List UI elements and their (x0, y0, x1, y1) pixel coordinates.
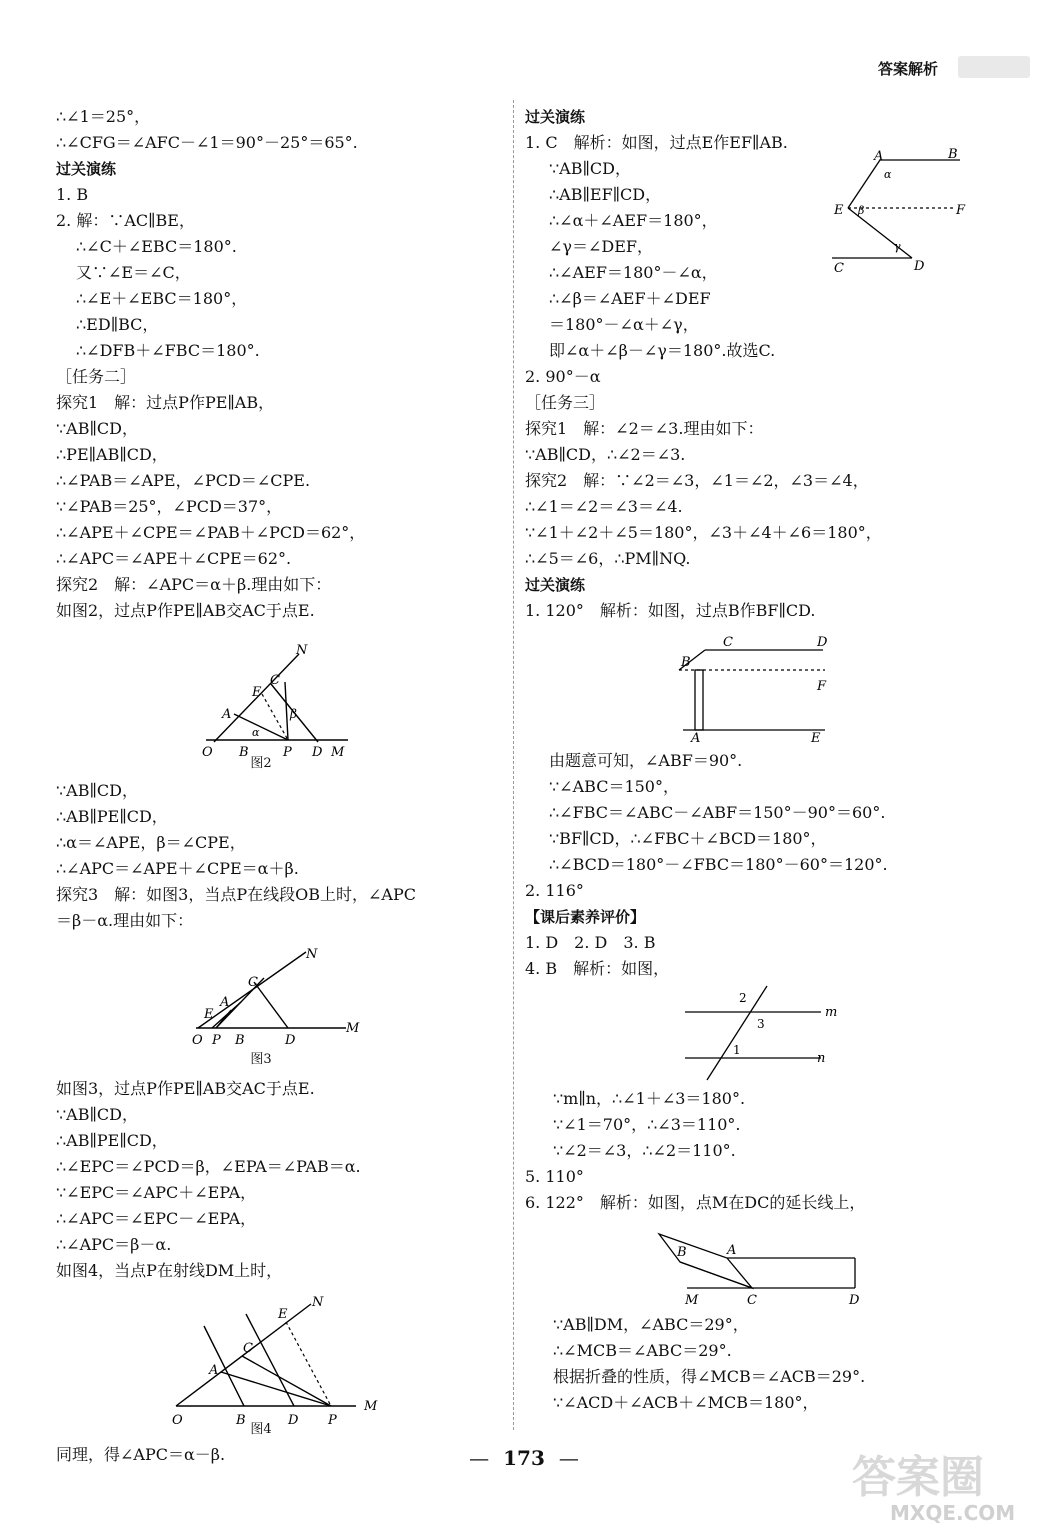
text-line: ∴∠PAB＝∠APE，∠PCD＝∠CPE. (56, 471, 311, 490)
figure-fold (525, 1216, 995, 1312)
figure-3-diagram (56, 934, 506, 1064)
text-line: ∴∠BCD＝180°－∠FBC＝180°－60°＝120°. (549, 855, 888, 874)
svg-text:D: D (288, 1413, 299, 1428)
page-number: — 173 — (469, 1446, 579, 1470)
text-line: 【课后素养评价】 (525, 908, 646, 926)
watermark-logo (844, 1446, 1034, 1526)
header-tab (958, 56, 1030, 78)
text-line: ∴∠CFG＝∠AFC－∠1＝90°－25°＝65°. (56, 133, 358, 152)
svg-text:3: 3 (757, 1017, 765, 1031)
svg-text:C: C (834, 261, 844, 276)
svg-text:D: D (312, 745, 323, 760)
text-line: ∵∠EPC＝∠APC＋∠EPA， (56, 1183, 257, 1202)
text-line: ∴∠APC＝∠APE＋∠CPE＝62°. (56, 549, 292, 568)
watermark-top: 答案圈 (852, 1452, 984, 1503)
text-line: ∴∠APE＋∠CPE＝∠PAB＋∠PCD＝62°， (56, 523, 366, 542)
figure-parallel-efcd (830, 147, 990, 276)
left-block-3 (56, 1076, 506, 1284)
text-line: ∴∠FBC＝∠ABC－∠ABF＝150°－90°＝60°. (549, 803, 886, 822)
svg-text:P: P (212, 1033, 221, 1048)
svg-text:E: E (834, 203, 844, 218)
text-line: ∴∠β＝∠AEF＋∠DEF (549, 289, 711, 308)
text-line: ［任务三］ (525, 393, 606, 412)
svg-text:O: O (172, 1413, 183, 1428)
svg-text:A: A (209, 1363, 219, 1378)
figure-2-diagram (56, 624, 506, 764)
text-line: ∵∠2＝∠3，∴∠2＝110°. (553, 1141, 736, 1160)
svg-text:F: F (956, 203, 966, 218)
text-line: ∴∠1＝∠2＝∠3＝∠4. (525, 497, 683, 516)
svg-text:D: D (914, 259, 925, 274)
text-line: 根据折叠的性质，得∠MCB＝∠ACB＝29°. (553, 1367, 866, 1386)
figure-fold-diagram (525, 1216, 995, 1312)
figure-3 (56, 934, 506, 1067)
svg-text:P: P (328, 1413, 337, 1428)
svg-text:γ: γ (894, 240, 901, 253)
svg-text:A: A (727, 1243, 737, 1258)
svg-text:1: 1 (733, 1043, 741, 1057)
svg-text:C: C (723, 635, 733, 650)
text-line: ∴∠E＋∠EBC＝180°， (76, 289, 248, 308)
figure-bf-cd-diagram (525, 624, 995, 746)
svg-text:M: M (685, 1293, 699, 1308)
svg-text:D: D (849, 1293, 860, 1308)
svg-text:D: D (285, 1033, 296, 1048)
left-block-1 (56, 104, 506, 624)
svg-text:A: A (222, 707, 232, 722)
text-line: ∵m∥n，∴∠1＋∠3＝180°. (553, 1089, 746, 1108)
svg-text:N: N (296, 643, 308, 658)
text-line: ∴∠C＋∠EBC＝180°. (76, 237, 237, 256)
text-line: ∴∠APC＝∠EPC－∠EPA， (56, 1209, 257, 1228)
svg-text:α: α (884, 168, 892, 181)
text-line: ＝180°－∠α＋∠γ， (549, 315, 699, 334)
text-line: ∴α＝∠APE，β＝∠CPE， (56, 833, 246, 852)
text-line: 5. 110° (525, 1167, 584, 1186)
text-line: 1. D 2. D 3. B (525, 933, 656, 952)
svg-text:O: O (192, 1033, 203, 1048)
figure-bf-cd (525, 624, 995, 746)
text-line: ∴∠MCB＝∠ABC＝29°. (553, 1341, 732, 1360)
figure-2-caption: 图2 (250, 756, 272, 771)
text-line: ∵∠PAB＝25°，∠PCD＝37°， (56, 497, 283, 516)
text-line: 探究2 解：∵∠2＝∠3，∠1＝∠2，∠3＝∠4， (525, 471, 869, 490)
svg-text:D: D (817, 635, 828, 650)
svg-text:n: n (817, 1051, 826, 1066)
text-line: ∵∠ABC＝150°， (549, 777, 679, 796)
svg-text:A: A (874, 149, 884, 164)
text-line: ∵AB∥CD， (549, 159, 631, 178)
text-line: 探究1 解：过点P作PE∥AB， (56, 393, 275, 412)
svg-text:C: C (243, 1341, 253, 1356)
text-line: ∵∠1＝70°，∴∠3＝110°. (553, 1115, 741, 1134)
text-line: 6. 122° 解析：如图，点M在DC的延长线上， (525, 1193, 866, 1212)
text-line: 由题意可知，∠ABF＝90°. (549, 751, 743, 770)
text-line: 探究2 解：∠APC＝α＋β.理由如下： (56, 575, 332, 594)
svg-text:E: E (278, 1307, 288, 1322)
svg-text:β: β (290, 707, 297, 721)
figure-4 (56, 1284, 506, 1437)
left-column (56, 104, 506, 1468)
watermark (844, 1446, 1034, 1526)
text-line: 2. 解：∵AC∥BE， (56, 211, 195, 230)
right-block-4 (525, 1312, 995, 1416)
text-line: ∵BF∥CD，∴∠FBC＋∠BCD＝180°， (549, 829, 827, 848)
svg-text:B: B (948, 147, 958, 162)
text-line: 如图3，过点P作PE∥AB交AC于点E. (56, 1079, 315, 1098)
left-block-2 (56, 778, 506, 934)
text-line: ∴AB∥PE∥CD， (56, 1131, 168, 1150)
svg-text:C: C (270, 673, 280, 688)
svg-text:B: B (236, 1413, 246, 1428)
text-line: ∴∠α＋∠AEF＝180°， (549, 211, 718, 230)
svg-text:β: β (858, 204, 865, 217)
text-line: ∴AB∥PE∥CD， (56, 807, 168, 826)
text-line: 过关演练 (525, 108, 586, 126)
figure-4-diagram (56, 1284, 506, 1434)
svg-text:E: E (811, 731, 821, 746)
figure-4-caption: 图4 (250, 1422, 272, 1437)
text-line: ∴AB∥EF∥CD， (549, 185, 662, 204)
svg-text:B: B (235, 1033, 245, 1048)
text-line: 探究1 解：∠2＝∠3.理由如下： (525, 419, 764, 438)
text-line: ∴ED∥BC， (76, 315, 159, 334)
text-line: ∵AB∥CD， (56, 1105, 138, 1124)
figure-3-caption: 图3 (250, 1052, 272, 1067)
right-block-2 (525, 748, 995, 982)
text-line: 1. B (56, 185, 89, 204)
text-line: ∵∠1＋∠2＋∠5＝180°，∠3＋∠4＋∠6＝180°， (525, 523, 882, 542)
text-line: 2. 90°－α (525, 367, 601, 386)
text-line: ∴∠5＝∠6，∴PM∥NQ. (525, 549, 691, 568)
text-line: ∵AB∥CD， (56, 781, 138, 800)
text-line: ∵AB∥DM，∠ABC＝29°， (553, 1315, 749, 1334)
text-line: ∴∠APC＝β－α. (56, 1235, 172, 1254)
svg-text:B: B (239, 745, 249, 760)
text-line: 如图4，当点P在射线DM上时， (56, 1261, 283, 1280)
text-line: ∴∠EPC＝∠PCD＝β，∠EPA＝∠PAB＝α. (56, 1157, 361, 1176)
svg-text:M: M (346, 1021, 360, 1036)
text-line: ∴∠DFB＋∠FBC＝180°. (76, 341, 260, 360)
text-line: 1. C 解析：如图，过点E作EF∥AB. (525, 133, 788, 152)
svg-text:B: B (681, 655, 691, 670)
text-line: 2. 116° (525, 881, 584, 900)
svg-text:E: E (252, 685, 262, 700)
text-line: 过关演练 (525, 576, 586, 594)
text-line: ∵∠ACD＋∠ACB＋∠MCB＝180°， (553, 1393, 819, 1412)
watermark-bottom: MXQE.COM (890, 1501, 1016, 1525)
text-line: ∴PE∥AB∥CD， (56, 445, 168, 464)
text-line: 如图2，过点P作PE∥AB交AC于点E. (56, 601, 315, 620)
column-divider (513, 100, 514, 1430)
figure-2 (56, 624, 506, 771)
text-line: 4. B 解析：如图， (525, 959, 670, 978)
svg-text:A: A (691, 731, 701, 746)
text-line: ∵AB∥CD，∴∠2＝∠3. (525, 445, 686, 464)
svg-text:2: 2 (739, 991, 747, 1005)
text-line: 即∠α＋∠β－∠γ＝180°.故选C. (549, 341, 776, 360)
text-line: 同理，得∠APC＝α－β. (56, 1445, 226, 1464)
svg-text:M: M (331, 745, 345, 760)
text-line: 又∵∠E＝∠C， (76, 263, 191, 282)
text-line: ∴∠APC＝∠APE＋∠CPE＝α＋β. (56, 859, 299, 878)
svg-text:E: E (204, 1007, 214, 1022)
text-line: ＝β－α.理由如下： (56, 911, 194, 930)
svg-text:F: F (817, 679, 827, 694)
svg-text:α: α (252, 726, 260, 739)
text-line: ∵AB∥CD， (56, 419, 138, 438)
svg-text:P: P (283, 745, 292, 760)
figure-mn (525, 982, 995, 1082)
text-line: ∴∠AEF＝180°－∠α， (549, 263, 718, 282)
svg-text:N: N (306, 947, 318, 962)
right-column (525, 104, 995, 1416)
svg-text:A: A (220, 995, 230, 1010)
svg-text:C: C (248, 975, 258, 990)
header-title: 答案解析 (878, 60, 939, 78)
svg-text:O: O (202, 745, 213, 760)
text-line: ∴∠1＝25°， (56, 107, 151, 126)
text-line: ［任务二］ (56, 367, 137, 386)
svg-text:B: B (677, 1245, 687, 1260)
svg-text:M: M (364, 1399, 378, 1414)
svg-text:m: m (825, 1005, 838, 1020)
text-line: 1. 120° 解析：如图，过点B作BF∥CD. (525, 601, 816, 620)
right-block-3 (525, 1086, 995, 1216)
text-line: 探究3 解：如图3，当点P在线段OB上时，∠APC (56, 885, 416, 904)
figure-mn-diagram (525, 982, 995, 1082)
svg-text:C: C (747, 1293, 757, 1308)
text-line: ∠γ＝∠DEF， (549, 237, 653, 256)
text-line: 过关演练 (56, 160, 117, 178)
svg-text:N: N (312, 1295, 324, 1310)
